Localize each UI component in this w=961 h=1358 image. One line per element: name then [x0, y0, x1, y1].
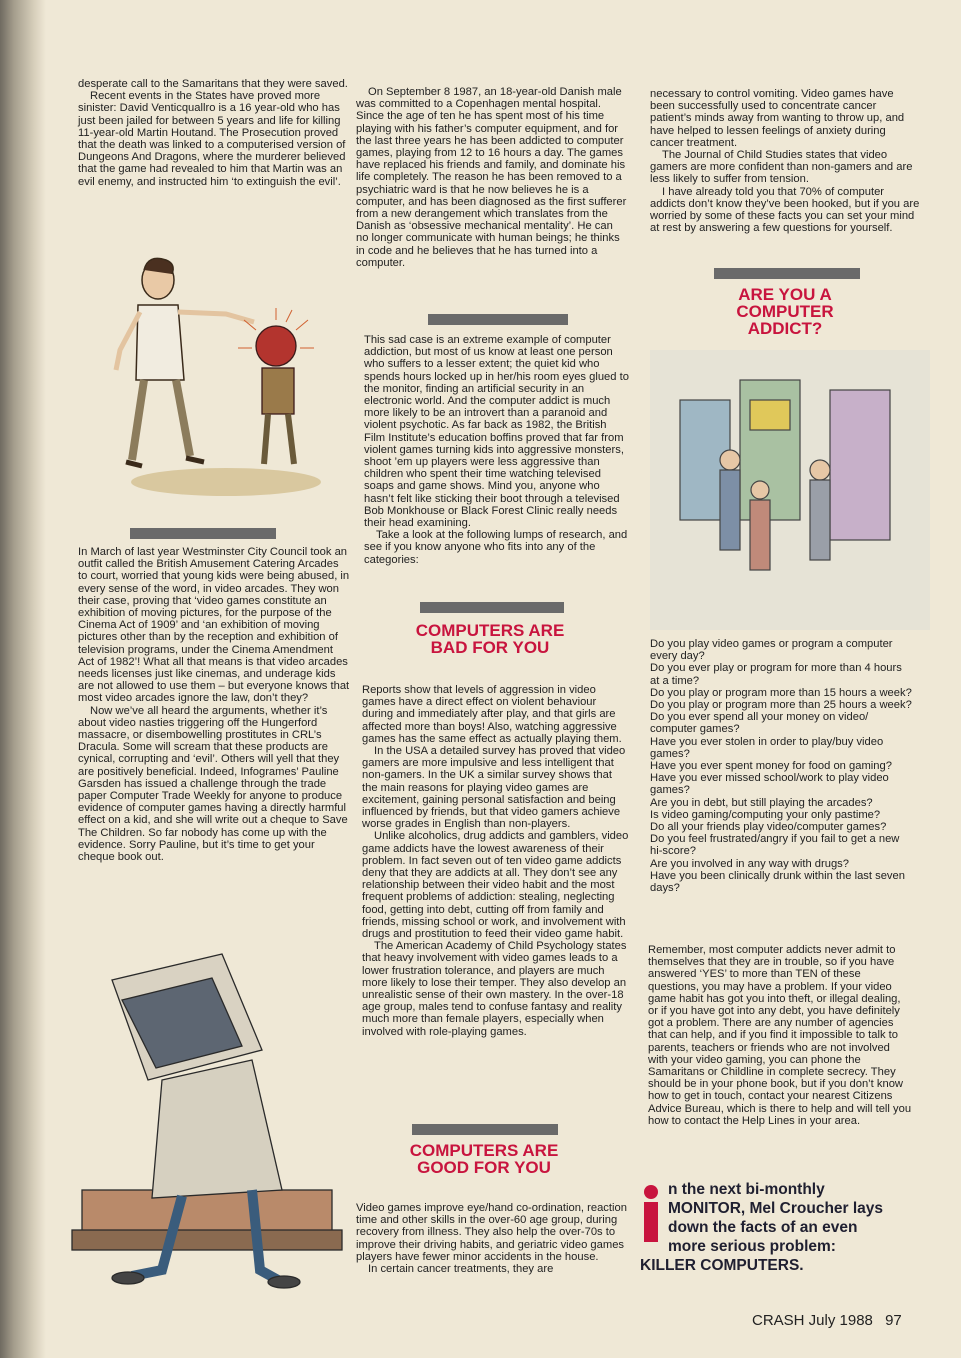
- question-item: Are you involved in any way with drugs?: [650, 857, 849, 870]
- column-2: [356, 86, 628, 269]
- question-item: Do you play video games or program a computer every day?: [650, 638, 893, 663]
- question-item: Do you play or program more than 25 hours a week?: [650, 699, 912, 712]
- questionnaire: [650, 638, 912, 894]
- question-item: Have you been clinically drunk within the last seven days?: [650, 869, 905, 895]
- col3-paragraph-2: The Journal of Child Studies states that video gamers are more confident than non-gamers and are less likely to suffer from tension.: [650, 149, 913, 186]
- col3-paragraph-3: I have already told you that 70% of computer addicts don’t know they’ve been hooked, but if you are worried by some of these facts you can set your mind at rest by answering a few questions for yourself.: [650, 185, 920, 235]
- divider-bar-col1: [130, 528, 276, 539]
- col2-paragraph-3: Take a look at the following lumps of research, and see if you know anyone who fits into any of the categories:: [364, 529, 628, 566]
- col3-paragraph-1: necessary to control vomiting. Video games have been successfully used to concentrate cancer patient’s minds away from wanting to throw up, and have helped to lessen feelings of anxiety during cancer treatment.: [650, 88, 905, 149]
- question-item: Do you ever play or program for more than 4 hours at a time?: [650, 662, 902, 687]
- section-bad: [410, 622, 570, 656]
- next-issue-teaser: [640, 1180, 890, 1275]
- col2-paragraph-4: Reports show that levels of aggression in video games have a direct effect on violent behaviour during and immediately after play, and that girls are affected more than boys! Also, watching aggressive games has the same effect as actually playing them.: [362, 684, 622, 745]
- column-1: [78, 78, 350, 188]
- col1-paragraph-2: Recent events in the States have proved more sinister: David Venticquallro is a 16 year-old who has just been jailed for between 5 years and life for killing 11-year-old Martin Houtand. The Prosecution proved that the death was linked to a computerised version of Dungeons And Dragons, where the murderer believed that the game had revealed to him that Martin was an evil enemy, and instructed him ‘to extinguish the evil’.: [78, 90, 346, 188]
- column-3: [650, 88, 920, 234]
- section-good: [404, 1142, 564, 1176]
- col2-paragraph-2: This sad case is an extreme example of computer addiction, but most of us know at least one person who suffers to a lesser extent; the quiet kid who spends hours locked up in her/his room eyes glued to the monitor, finding an artificial security in an electronic world. And the computer addict is much more likely to be an introvert than a paranoid and violent psychotic. As far back as 1982, the British Film Institute’s education boffins proved that far from violent games turning kids into aggressive monsters, shoot ’em up players were less aggressive than children who spent their time watching televised soaps and game shows. Mind you, anyone who hasn’t felt like sticking their boot through a televised Bob Monkhouse or Black Forest Clinic really needs their head examining.: [364, 334, 629, 530]
- heading-are-you-addict: ARE YOU A COMPUTER ADDICT?: [736, 285, 834, 338]
- divider-bar-bad: [420, 602, 564, 613]
- heading-computers-good: COMPUTERS ARE GOOD FOR YOU: [409, 1141, 559, 1177]
- column-2-middle: [364, 334, 630, 566]
- column-2-good-body: [356, 1202, 628, 1275]
- col1-paragraph-3: In March of last year Westminster City Council took an outfit called the British Amusement Catering Arcades to court, worried that young kids were being abused, in every sense of the word, in video arcades. They won their case, proving that ‘video games constitute an exhibition of moving pictures, for the purpose of the Cinema Act of 1909’ and ‘an exhibition of moving pictures other than by the reception and exhibition of television programs, under the Cinema Amendment Act of 1982’! What all that means is that video arcades needs licenses just like cinemas, and underage kids are not allowed to use them – but everyone knows that most video arcades ignore the law, don’t they?: [78, 546, 350, 705]
- col2-paragraph-1: On September 8 1987, an 18-year-old Danish male was committed to a Copenhagen mental hospital. Since the age of ten he has spent most of his time playing with his father’s computer equipment, and for the last three years he has been addicted to computer games, playing from 12 to 16 hours a day. The games have replaced his friends and family, and dominate his life completely. The reason he has been removed to a psychiatric ward is that he now believes he is a computer, and has been diagnosed as the first sufferer from a new derangement which translates from the Danish as ‘obsessive mechanical mentality’. He can no longer communicate with human beings; he thinks in code and he believes that he has turned into a computer.: [356, 86, 627, 269]
- question-item: Have you ever stolen in order to play/buy video games?: [650, 735, 884, 760]
- illustration-arcade-zombies: [650, 350, 930, 630]
- section-addict: [710, 286, 860, 337]
- column-3-conclusion: [648, 944, 912, 1127]
- illustration-person-head-in-monitor: [52, 940, 352, 1310]
- col1-paragraph-1: desperate call to the Samaritans that they were saved.: [78, 78, 348, 90]
- question-item: Do all your friends play video/computer games?: [650, 821, 887, 834]
- question-item: Do you feel frustrated/angry if you fail to get a new hi-score?: [650, 833, 900, 858]
- question-item: Do you ever spend all your money on video/ computer games?: [650, 711, 869, 736]
- col1-paragraph-4: Now we’ve all heard the arguments, whether it’s about video nasties triggering off the Hungerford massacre, or disembowelling prostitutes in CRL’s Dracula. Some will scream that these products are cynical, corrupting and ‘evil’. Others will yell that they are positively beneficial. Indeed, Infogrames’ Pauline Garsden has issued a challenge through the trade paper Computer Trade Weekly for anyone to produce evidence of computer games having a directly harmful effect on a kid, and she will write out a cheque to Save The Children. So far nobody has come up with the evidence. Sorry Pauline, but it’s time to get your cheque book out.: [78, 704, 348, 864]
- col2-paragraph-6: Unlike alcoholics, drug addicts and gamblers, video game addicts have the lowest awareness of their problem. In fact seven out of ten video game addicts deny that they are addicts at all. They don’t see any relationship between their video habit and the most frequent problems of addiction: stealing, neglecting food, getting into debt, cutting off from family and friends, missing school or work, and involvement with drugs and prostitution to feed their video game habit.: [362, 830, 629, 941]
- col2-paragraph-5: In the USA a detailed survey has proved that video gamers are more impulsive and less intelligent that non-gamers. In the UK a similar survey shows that the main reasons for playing video games are excitement, gaining personal satisfaction and being influenced by friends, but that video gamers achieve worse grades in English than non-players.: [362, 745, 626, 831]
- heading-computers-bad: COMPUTERS ARE BAD FOR YOU: [415, 621, 565, 657]
- drop-cap-i: [640, 1184, 662, 1242]
- question-item: Have you ever spent money for food on gaming?: [650, 760, 892, 773]
- divider-bar-col2-top: [428, 314, 568, 325]
- col2-paragraph-8: Video games improve eye/hand co-ordination, reaction time and other skills in the over-60 age group, during recovery from illness. They also help the over-70s to improve their driving habits, and geriatric video games players have fewer minor accidents in the house.: [356, 1202, 627, 1263]
- next-issue-text: n the next bi-monthly MONITOR, Mel Croucher lays down the facts of an even more serious problem: KILLER COMPUTERS.: [640, 1181, 884, 1274]
- magazine-issue: CRASH July 1988: [752, 1312, 873, 1329]
- col2-paragraph-9: In certain cancer treatments, they are: [368, 1263, 554, 1276]
- question-item: Have you ever missed school/work to play video games?: [650, 772, 889, 797]
- column-1-continued: [78, 546, 350, 863]
- page-number: 97: [885, 1312, 902, 1329]
- divider-bar-addict: [714, 268, 860, 279]
- column-2-bad-body: [362, 684, 630, 1038]
- divider-bar-good: [412, 1124, 558, 1135]
- col3-paragraph-4: Remember, most computer addicts never admit to themselves that they are in trouble, so if you have answered ‘YES’ to more than TEN of these questions, you may have a problem. If your video game habit has got you into theft, or illegal dealing, or if you have got into any debt, you have definitely got a problem. There are any number of agencies that can help, and if you find it impossible to talk to parents, teachers or friends who are not involved with your video gaming, you can phone the Samaritans or Childline in complete secrecy. They should be in your phone book, but if you don’t know how to get in touch, contact your nearest Citizens Advice Bureau, which is there to help and will tell you how to contact the Help Lines in your area.: [648, 944, 912, 1127]
- page-binding-shadow: [0, 0, 46, 1358]
- page-footer: [752, 1312, 902, 1329]
- question-item: Is video gaming/computing your only pastime?: [650, 808, 881, 821]
- col2-paragraph-7: The American Academy of Child Psychology states that heavy involvement with video games leads to a lower frustration tolerance, and players are much more likely to lose their temper. They also develop an unrealistic sense of their own mastery. In the over-18 age group, males tend to confuse fantasy and reality much more than female players, especially when involved with role-playing games.: [362, 940, 627, 1038]
- question-item: Are you in debt, but still playing the arcades?: [650, 796, 873, 809]
- question-item: Do you play or program more than 15 hours a week?: [650, 686, 912, 699]
- illustration-man-and-monster: [86, 250, 356, 505]
